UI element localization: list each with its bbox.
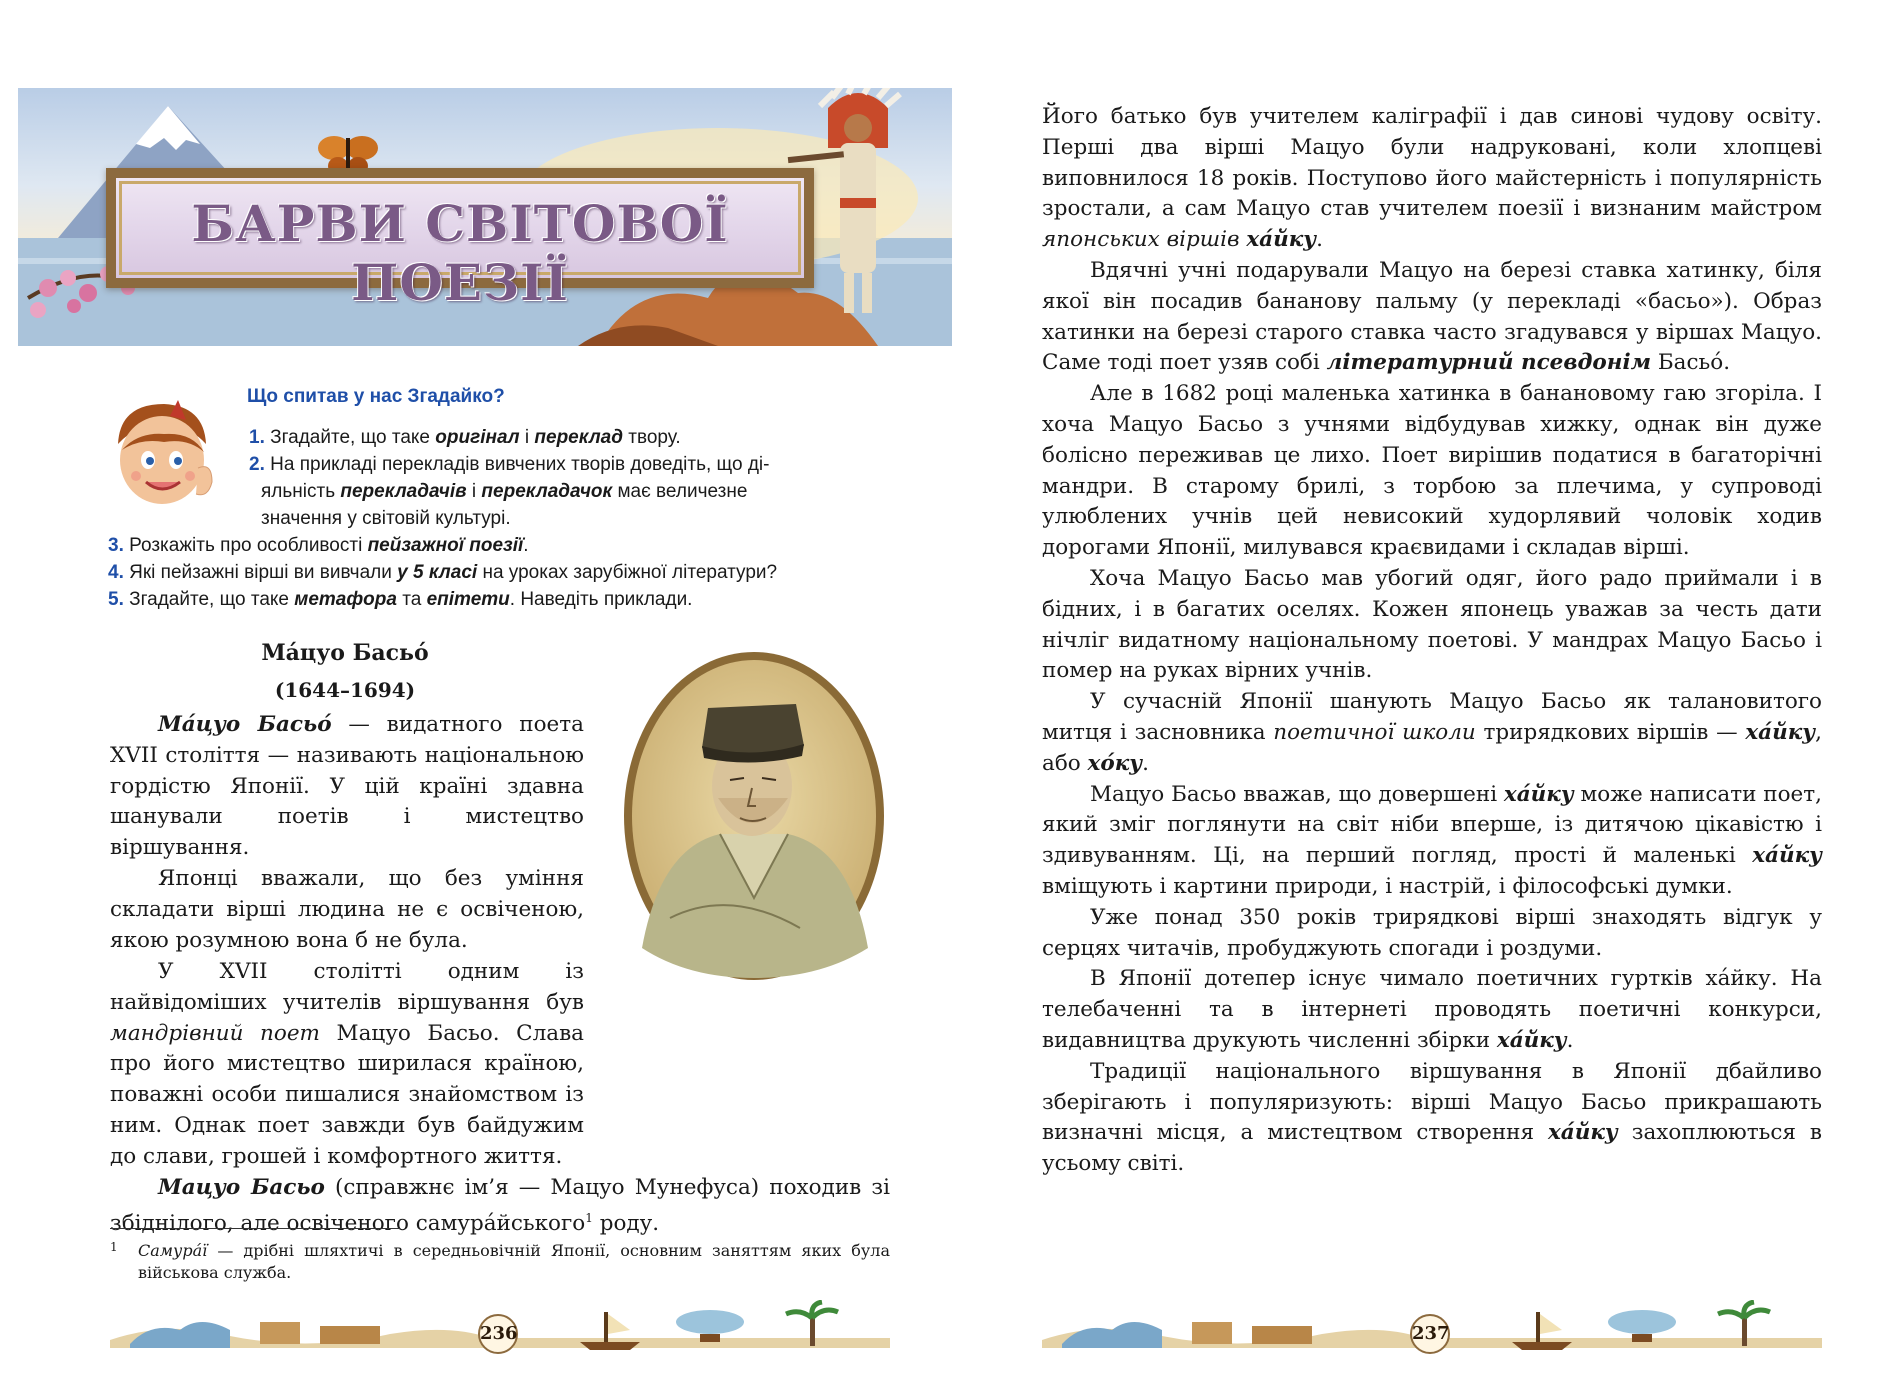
boy-mascot-icon xyxy=(108,398,218,510)
lake-icon xyxy=(130,1322,230,1348)
paragraph: Ма́цуо Басьо́ — видатного поета XVII століття — називають національною гордістю Японії. У цій країні здавна шанували поетів і мистецтво віршування. xyxy=(110,712,584,861)
body-text-right xyxy=(1042,102,1822,1180)
ship-icon xyxy=(580,1312,640,1350)
footnote-number: 1 xyxy=(110,1240,118,1254)
footnote: 1 Самура́ї — дрібні шляхтичі в середньовічній Японії, основним заняттям яких була військова служба. xyxy=(110,1240,890,1284)
questions-heading: Що спитав у нас Згадайко? xyxy=(247,386,505,407)
page-number: 237 xyxy=(1410,1314,1450,1354)
question-number: 2. xyxy=(249,454,265,475)
footnote-rule xyxy=(110,1228,400,1229)
question-item-2: 2. На прикладі перекладів вивчених творів доведіть, що ді- яльність перекладачів і перекладачок має величезне значення у світовій культурі. xyxy=(249,454,770,529)
castle-icon xyxy=(260,1322,300,1344)
author-years: (1644–1694) xyxy=(274,678,416,702)
paragraph: У сучасній Японії шанують Мацуо Басьо як талановитого митця і засновника поетичної школи трирядкових віршів — ха́йку, або хо́ку. xyxy=(1042,689,1822,776)
paragraph: У XVII столітті одним із найвідоміших учителів віршування був мандрівний поет Мацуо Басьо. Слава про його мистецтво ширилася країною, поважні особи пишалися знайомством із ним. Однак поет завжди був байдужим до слави, грошей і комфортного життя. xyxy=(110,959,584,1169)
castle-icon xyxy=(1192,1322,1232,1344)
paragraph: Уже понад 350 років трирядкові вірші знаходять відгук у серцях читачів, пробуджують спогади і роздуми. xyxy=(1042,904,1822,961)
page-footer-ornament xyxy=(1042,1300,1822,1364)
paragraph: Мацуо Басьо (справжнє ім’я — Мацуо Мунефуса) походив зі збіднілого, але освіченого самура́йського$^1$ роду. xyxy=(110,1174,890,1237)
question-item-1: 1. Згадайте, що таке оригінал і переклад твору. xyxy=(249,427,681,448)
airship-icon xyxy=(676,1310,744,1342)
lake-icon xyxy=(1062,1322,1162,1348)
body-text-main xyxy=(110,957,890,1240)
ship-icon xyxy=(1512,1312,1572,1350)
paragraph: Мацуо Басьо вважав, що довершені ха́йку може написати поет, який зміг поглянути на світ ніби вперше, із дитячою цікавістю і здивуванням. Ці, на перший погляд, прості й маленькі ха́йку вміщують і картини природи, і настрій, і філософські думки. xyxy=(1042,781,1823,899)
paragraph: Хоча Мацуо Басьо мав убогий одяг, його радо приймали і в бідних, і в багатих оселях. Кожен японець уважав за честь дати нічліг видатному національному поетові. У мандрах Мацуо Басьо і помер на руках вірних учнів. xyxy=(1042,565,1822,684)
author-name: Ма́цуо Басьо́ xyxy=(261,640,429,666)
right-page xyxy=(952,0,1904,1400)
paragraph: Але в 1682 році маленька хатинка в банановому гаю згоріла. І хоча Мацуо Басьо з учнями відбудував хижку, однак він дуже болісно переживав це лихо. Поет вирішив податися в багаторічні мандри. В старому брилі, з торбою за плечима, у супроводі улюблених учнів цей невисокий худорлявий чоловік ходив дорогами Японії, милувався краєвидами і складав вірші. xyxy=(1042,381,1822,561)
question-item-5: 5. Згадайте, що таке метафора та епітети. Наведіть приклади. xyxy=(108,589,693,610)
paragraph: В Японії дотепер існує чимало поетичних гуртків ха́йку. На телебаченні та в інтернеті проводять поетичні конкурси, видавництва друкують численні збірки ха́йку. xyxy=(1042,966,1822,1053)
banner-frame xyxy=(106,168,814,312)
page-number: 236 xyxy=(478,1314,518,1354)
question-item-4: 4. Які пейзажні вірші ви вивчали у 5 класі на уроках зарубіжної літератури? xyxy=(108,562,778,583)
question-number: 1. xyxy=(249,427,265,448)
airship-icon xyxy=(1608,1310,1676,1342)
paragraph: Японці вважали, що без уміння складати вірші людина не є освіченою, якою розумною вона б не була. xyxy=(110,865,584,953)
paragraph: Вдячні учні подарували Мацуо на березі ставка хатинку, біля якої він посадив бананову пальму (у перекладі «басьо»). Образ хатинки на березі старого ставка часто згадувався у віршах Мацуо. Саме тоді поет узяв собі літературний псевдонім Басьо́. xyxy=(1042,257,1822,376)
section-banner xyxy=(18,88,960,346)
page-footer-ornament xyxy=(110,1300,890,1364)
basho-portrait xyxy=(620,648,888,984)
question-item-3: 3. Розкажіть про особливості пейзажної поезії. xyxy=(108,535,529,556)
paragraph: Його батько був учителем каліграфії і дав синові чудову освіту. Перші два вірші Мацуо були надруковані, коли хлопцеві виповнилося 18 років. Поступово його майстерність і популярність зростали, а сам Мацуо став учителем поезії і визнаним майстром японських віршів ха́йку. xyxy=(1042,104,1822,253)
banner-title: БАРВИ СВІТОВОЇ ПОЕЗІЇ xyxy=(191,194,729,312)
body-text-intro xyxy=(110,710,584,956)
paragraph: Традиції національного віршування в Японії дбайливо зберігають і популяризують: вірші Мацуо Басьо прикрашають визначні місця, а мистецтвом створення ха́йку захоплюються в усьому світі. xyxy=(1042,1058,1822,1177)
